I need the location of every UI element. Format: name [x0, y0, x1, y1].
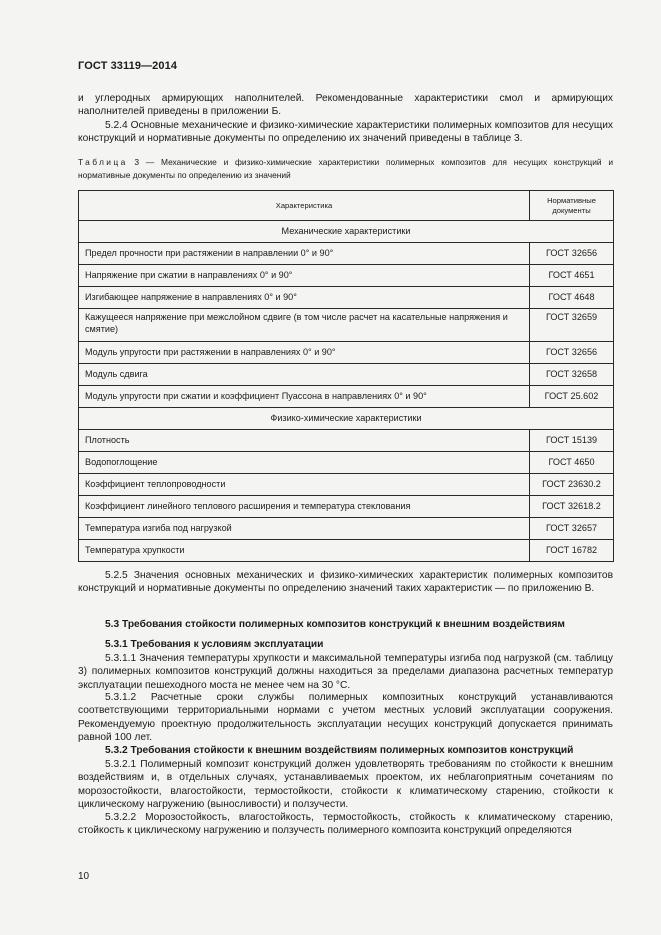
- paragraph-5-3-2-2: 5.3.2.2 Морозостойкость, влагостойкость, термостойкость, стойкость к климатическому старению, стойкость к циклическому нагружению и ползучесть полимерного композита конструкций определяются: [78, 812, 613, 837]
- cell-name: Плотность: [79, 430, 530, 452]
- paragraph-continuation: и углеродных армирующих наполнителей. Рекомендованные характеристики смол и армирующих наполнителей приведены в приложении Б.: [78, 93, 613, 118]
- table-row: [79, 243, 614, 265]
- section-row: [79, 221, 614, 243]
- heading-5-3: 5.3 Требования стойкости полимерных композитов конструкций к внешним воздействиям: [105, 619, 565, 630]
- header-characteristic: Характеристика: [79, 191, 530, 221]
- table-row: [79, 496, 614, 518]
- cell-name: Водопоглощение: [79, 452, 530, 474]
- cell-doc: ГОСТ 32659: [530, 309, 614, 342]
- paragraph-5-3-1-1: 5.3.1.1 Значения температуры хрупкости и максимальной температуры изгиба под нагрузкой (см. таблицу 3) полимерных композитов конструкций должны находиться за пределами диапазона расчетных температур эксплуатации пешеходного моста не менее чем на 30 °С.: [78, 653, 613, 691]
- table-row: [79, 430, 614, 452]
- table-row: [79, 287, 614, 309]
- cell-name: Модуль упругости при растяжении в направлениях 0° и 90°: [79, 342, 530, 364]
- cell-doc: ГОСТ 32618.2: [530, 496, 614, 518]
- header-docs: Нормативные документы: [530, 191, 614, 221]
- cell-name: Коэффициент линейного теплового расширения и температура стеклования: [79, 496, 530, 518]
- cell-name: Изгибающее напряжение в направлениях 0° и 90°: [79, 287, 530, 309]
- table-row: [79, 540, 614, 562]
- cell-doc: ГОСТ 4651: [530, 265, 614, 287]
- paragraph-5-3-2-1: 5.3.2.1 Полимерный композит конструкций должен удовлетворять требованиям по стойкости к внешним воздействиям и, в отдельных случаях, устанавливаемых проектом, их неблагоприятным сочетаниям по морозостойкости, влагостойкости, термостойкости, стойкости к климатическому старению, стойкости к циклическому нагружению (выносливости) и ползучести.: [78, 759, 613, 811]
- cell-doc: ГОСТ 32656: [530, 342, 614, 364]
- cell-doc: ГОСТ 4648: [530, 287, 614, 309]
- section-mechanical: Механические характеристики: [79, 221, 614, 243]
- cell-doc: ГОСТ 32658: [530, 364, 614, 386]
- table-row: [79, 309, 614, 342]
- paragraph-5-3-1-2: 5.3.1.2 Расчетные сроки службы полимерных композитных конструкций устанавливаются соответствующими территориальными нормами с учетом местных условий эксплуатации сооружения. Рекомендуемую проектную продолжительность эксплуатации несущих конструкций допускается принимать равной 100 лет.: [78, 692, 613, 744]
- table-row: [79, 452, 614, 474]
- table-caption: [78, 156, 613, 182]
- table-row: [79, 342, 614, 364]
- cell-doc: ГОСТ 32657: [530, 518, 614, 540]
- cell-doc: ГОСТ 15139: [530, 430, 614, 452]
- page-number: 10: [78, 871, 90, 882]
- heading-5-3-1: 5.3.1 Требования к условиям эксплуатации: [105, 639, 324, 650]
- table-row: [79, 265, 614, 287]
- cell-doc: ГОСТ 4650: [530, 452, 614, 474]
- cell-doc: ГОСТ 25.602: [530, 386, 614, 408]
- table-caption-label: Таблица: [78, 157, 128, 167]
- table-header-row: [79, 191, 614, 221]
- section-physical: Физико-химические характеристики: [79, 408, 614, 430]
- heading-5-3-2: 5.3.2 Требования стойкости к внешним воздействиям полимерных композитов конструкций: [105, 745, 574, 756]
- cell-name: Предел прочности при растяжении в направлении 0° и 90°: [79, 243, 530, 265]
- cell-name: Кажущееся напряжение при межслойном сдвиге (в том числе расчет на касательные напряжения и смятие): [79, 309, 530, 342]
- table-row: [79, 364, 614, 386]
- cell-doc: ГОСТ 23630.2: [530, 474, 614, 496]
- cell-name: Модуль сдвига: [79, 364, 530, 386]
- section-row: [79, 408, 614, 430]
- cell-name: Напряжение при сжатии в направлениях 0° и 90°: [79, 265, 530, 287]
- table-caption-text: 3 — Механические и физико-химические характеристики полимерных композитов для несущих конструкций и нормативные документы по определению из значений: [78, 157, 614, 180]
- cell-name: Модуль упругости при сжатии и коэффициент Пуассона в направлениях 0° и 90°: [79, 386, 530, 408]
- characteristics-table: [78, 190, 614, 562]
- cell-name: Температура изгиба под нагрузкой: [79, 518, 530, 540]
- cell-name: Температура хрупкости: [79, 540, 530, 562]
- cell-name: Коэффициент теплопроводности: [79, 474, 530, 496]
- document-header: ГОСТ 33119—2014: [78, 60, 178, 72]
- paragraph-5-2-5: 5.2.5 Значения основных механических и физико-химических характеристик полимерных композитов конструкций и нормативные документы по определению значений таких характеристик — по приложению В.: [78, 570, 613, 595]
- table-row: [79, 474, 614, 496]
- table-row: [79, 386, 614, 408]
- cell-doc: ГОСТ 32656: [530, 243, 614, 265]
- table-row: [79, 518, 614, 540]
- paragraph-5-2-4: 5.2.4 Основные механические и физико-химические характеристики полимерных композитов для несущих конструкций и нормативные документы по определению их значений приведены в таблице 3.: [78, 120, 613, 145]
- cell-doc: ГОСТ 16782: [530, 540, 614, 562]
